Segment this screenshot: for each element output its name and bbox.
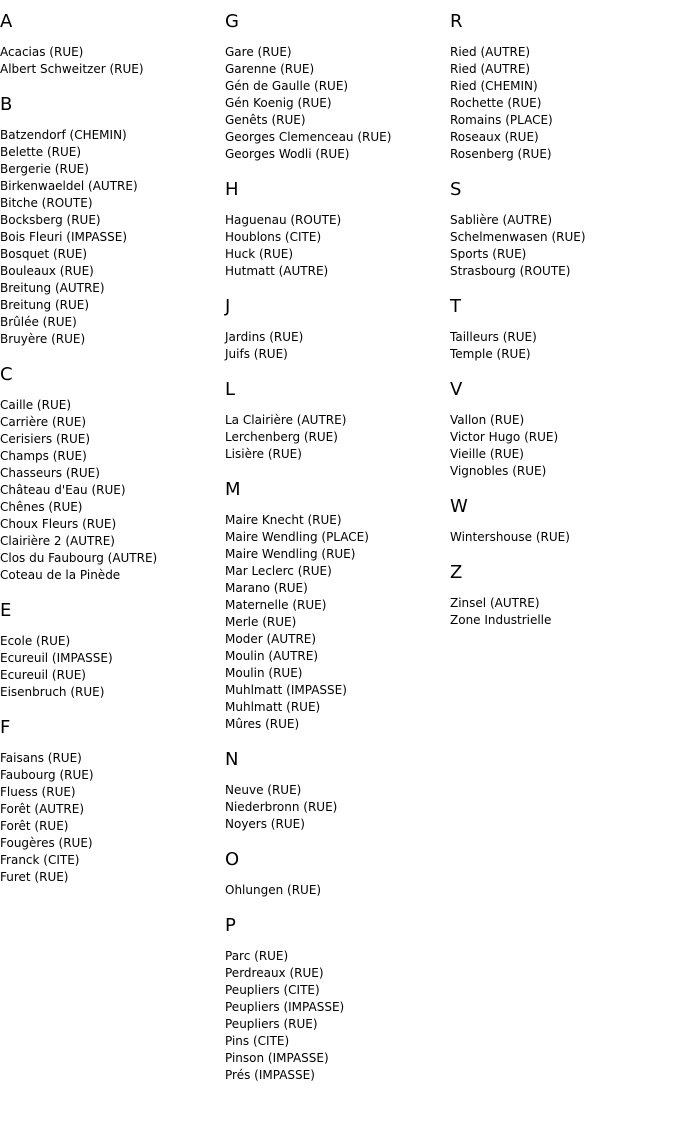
street-link[interactable]: Breitung (RUE) <box>0 298 90 312</box>
street-link[interactable]: Faisans (RUE) <box>0 751 82 765</box>
street-list <box>450 529 670 546</box>
street-link[interactable]: Zone Industrielle <box>450 613 552 627</box>
street-link[interactable]: Birkenwaeldel (AUTRE) <box>0 179 138 193</box>
street-link[interactable]: Batzendorf (CHEMIN) <box>0 128 127 142</box>
letter-heading: H <box>225 179 239 200</box>
street-link[interactable]: Noyers (RUE) <box>225 817 305 831</box>
street-link[interactable]: Bergerie (RUE) <box>0 162 89 176</box>
street-link[interactable]: Fluess (RUE) <box>0 785 76 799</box>
street-link[interactable]: Strasbourg (ROUTE) <box>450 264 571 278</box>
street-link[interactable]: Ecureuil (IMPASSE) <box>0 651 113 665</box>
street-link[interactable]: Lisière (RUE) <box>225 447 302 461</box>
street-link[interactable]: Roseaux (RUE) <box>450 130 539 144</box>
street-link[interactable]: Moulin (AUTRE) <box>225 649 318 663</box>
street-link[interactable]: Ecureuil (RUE) <box>0 668 86 682</box>
street-link[interactable]: Peupliers (CITE) <box>225 983 320 997</box>
street-list <box>0 44 220 78</box>
street-link[interactable]: Fougères (RUE) <box>0 836 93 850</box>
street-link[interactable]: Albert Schweitzer (RUE) <box>0 62 144 76</box>
street-link[interactable]: Rosenberg (RUE) <box>450 147 552 161</box>
street-list <box>225 512 445 733</box>
letter-heading: N <box>225 749 239 770</box>
street-link[interactable]: Sablière (AUTRE) <box>450 213 553 227</box>
letter-heading: F <box>0 717 11 738</box>
street-link[interactable]: Muhlmatt (RUE) <box>225 700 321 714</box>
street-link[interactable]: Clos du Faubourg (AUTRE) <box>0 551 158 565</box>
street-link[interactable]: Wintershouse (RUE) <box>450 530 570 544</box>
letter-heading: G <box>225 11 239 32</box>
street-link[interactable]: Chênes (RUE) <box>0 500 83 514</box>
street-link[interactable]: Bosquet (RUE) <box>0 247 88 261</box>
letter-heading: P <box>225 915 236 936</box>
street-link[interactable]: Muhlmatt (IMPASSE) <box>225 683 347 697</box>
street-link[interactable]: Bouleaux (RUE) <box>0 264 94 278</box>
street-list <box>0 127 220 348</box>
street-link[interactable]: Bois Fleuri (IMPASSE) <box>0 230 128 244</box>
street-link[interactable]: Bruyère (RUE) <box>0 332 86 346</box>
street-list <box>225 882 445 899</box>
street-link[interactable]: Peupliers (IMPASSE) <box>225 1000 345 1014</box>
letter-group-o <box>225 848 445 899</box>
street-link[interactable]: Moulin (RUE) <box>225 666 303 680</box>
street-link[interactable]: Moder (AUTRE) <box>225 632 317 646</box>
street-link[interactable]: Furet (RUE) <box>0 870 69 884</box>
street-link[interactable]: Romains (PLACE) <box>450 113 553 127</box>
letter-heading: J <box>225 296 231 317</box>
letter-group-l <box>225 378 445 463</box>
street-link[interactable]: Prés (IMPASSE) <box>225 1068 315 1082</box>
street-link[interactable]: Zinsel (AUTRE) <box>450 596 540 610</box>
letter-group-m <box>225 478 445 733</box>
letter-group-f <box>0 716 220 886</box>
street-link[interactable]: Hutmatt (AUTRE) <box>225 264 329 278</box>
letter-heading: V <box>450 379 463 400</box>
street-link[interactable]: Temple (RUE) <box>450 347 531 361</box>
street-link[interactable]: Maire Wendling (PLACE) <box>225 530 369 544</box>
street-list <box>450 212 670 280</box>
letter-heading: M <box>225 479 241 500</box>
street-link[interactable]: Garenne (RUE) <box>225 62 315 76</box>
street-link[interactable]: Franck (CITE) <box>0 853 80 867</box>
letter-heading: E <box>0 600 12 621</box>
street-link[interactable]: Mar Leclerc (RUE) <box>225 564 332 578</box>
street-list <box>450 44 670 163</box>
street-link[interactable]: Brûlée (RUE) <box>0 315 77 329</box>
street-link[interactable]: Lerchenberg (RUE) <box>225 430 338 444</box>
letter-heading: T <box>450 296 461 317</box>
street-list <box>0 397 220 584</box>
street-column-2 <box>225 10 445 1099</box>
street-link[interactable]: Gén de Gaulle (RUE) <box>225 79 349 93</box>
street-link[interactable]: Neuve (RUE) <box>225 783 302 797</box>
street-link[interactable]: Champs (RUE) <box>0 449 87 463</box>
street-link[interactable]: Coteau de la Pinède <box>0 568 121 582</box>
letter-heading: O <box>225 849 240 870</box>
letter-group-c <box>0 363 220 584</box>
street-link[interactable]: Niederbronn (RUE) <box>225 800 338 814</box>
street-link[interactable]: Vallon (RUE) <box>450 413 525 427</box>
street-link[interactable]: Marano (RUE) <box>225 581 308 595</box>
letter-group-r <box>450 10 670 163</box>
street-link[interactable]: Bocksberg (RUE) <box>0 213 101 227</box>
street-list <box>225 44 445 163</box>
street-link[interactable]: Rochette (RUE) <box>450 96 542 110</box>
street-link[interactable]: Pins (CITE) <box>225 1034 290 1048</box>
letter-group-v <box>450 378 670 480</box>
street-list <box>0 633 220 701</box>
street-link[interactable]: Vignobles (RUE) <box>450 464 547 478</box>
street-link[interactable]: Juifs (RUE) <box>225 347 288 361</box>
letter-group-t <box>450 295 670 363</box>
street-link[interactable]: Georges Clemenceau (RUE) <box>225 130 392 144</box>
street-link[interactable]: Chasseurs (RUE) <box>0 466 100 480</box>
street-link[interactable]: Château d'Eau (RUE) <box>0 483 126 497</box>
street-link[interactable]: Gén Koenig (RUE) <box>225 96 332 110</box>
street-list <box>225 212 445 280</box>
street-link[interactable]: Clairière 2 (AUTRE) <box>0 534 115 548</box>
street-list <box>225 948 445 1084</box>
street-link[interactable]: Acacias (RUE) <box>0 45 84 59</box>
letter-group-e <box>0 599 220 701</box>
street-list <box>0 750 220 886</box>
letter-group-h <box>225 178 445 280</box>
street-link[interactable]: Choux Fleurs (RUE) <box>0 517 117 531</box>
street-list <box>225 412 445 463</box>
street-link[interactable]: Victor Hugo (RUE) <box>450 430 559 444</box>
street-column-3 <box>450 10 670 644</box>
letter-heading: L <box>225 379 236 400</box>
letter-heading: Z <box>450 562 463 583</box>
street-link[interactable]: Houblons (CITE) <box>225 230 322 244</box>
street-link[interactable]: Ried (CHEMIN) <box>450 79 538 93</box>
letter-group-z <box>450 561 670 629</box>
street-link[interactable]: Forêt (AUTRE) <box>0 802 84 816</box>
letter-group-j <box>225 295 445 363</box>
street-link[interactable]: Parc (RUE) <box>225 949 289 963</box>
street-link[interactable]: Maternelle (RUE) <box>225 598 327 612</box>
street-link[interactable]: Peupliers (RUE) <box>225 1017 318 1031</box>
street-link[interactable]: Maire Wendling (RUE) <box>225 547 356 561</box>
street-column-1 <box>0 10 220 901</box>
street-link[interactable]: Georges Wodli (RUE) <box>225 147 350 161</box>
street-link[interactable]: Sports (RUE) <box>450 247 527 261</box>
letter-group-b <box>0 93 220 348</box>
letter-group-s <box>450 178 670 280</box>
street-link[interactable]: Belette (RUE) <box>0 145 82 159</box>
street-list <box>450 595 670 629</box>
street-link[interactable]: Forêt (RUE) <box>0 819 69 833</box>
street-link[interactable]: Haguenau (ROUTE) <box>225 213 342 227</box>
letter-heading: R <box>450 11 463 32</box>
street-link[interactable]: Ohlungen (RUE) <box>225 883 322 897</box>
letter-heading: A <box>0 11 13 32</box>
street-link[interactable]: Breitung (AUTRE) <box>0 281 105 295</box>
street-link[interactable]: Perdreaux (RUE) <box>225 966 324 980</box>
letter-heading: S <box>450 179 462 200</box>
street-list <box>225 329 445 363</box>
street-link[interactable]: Huck (RUE) <box>225 247 294 261</box>
street-link[interactable]: Mûres (RUE) <box>225 717 300 731</box>
letter-group-p <box>225 914 445 1084</box>
street-link[interactable]: Tailleurs (RUE) <box>450 330 537 344</box>
street-list <box>225 782 445 833</box>
street-link[interactable]: Genêts (RUE) <box>225 113 306 127</box>
street-list <box>450 329 670 363</box>
letter-heading: C <box>0 364 13 385</box>
street-link[interactable]: Merle (RUE) <box>225 615 297 629</box>
letter-group-w <box>450 495 670 546</box>
street-link[interactable]: Ried (AUTRE) <box>450 45 531 59</box>
street-link[interactable]: Cerisiers (RUE) <box>0 432 91 446</box>
street-link[interactable]: Schelmenwasen (RUE) <box>450 230 586 244</box>
letter-group-a <box>0 10 220 78</box>
letter-group-n <box>225 748 445 833</box>
street-link[interactable]: La Clairière (AUTRE) <box>225 413 347 427</box>
street-link[interactable]: Jardins (RUE) <box>225 330 304 344</box>
street-link[interactable]: Ried (AUTRE) <box>450 62 531 76</box>
street-link[interactable]: Eisenbruch (RUE) <box>0 685 105 699</box>
street-link[interactable]: Carrière (RUE) <box>0 415 87 429</box>
street-link[interactable]: Pinson (IMPASSE) <box>225 1051 329 1065</box>
street-link[interactable]: Gare (RUE) <box>225 45 292 59</box>
street-list <box>450 412 670 480</box>
street-link[interactable]: Bitche (ROUTE) <box>0 196 93 210</box>
street-link[interactable]: Maire Knecht (RUE) <box>225 513 342 527</box>
street-link[interactable]: Caille (RUE) <box>0 398 71 412</box>
street-link[interactable]: Faubourg (RUE) <box>0 768 94 782</box>
letter-group-g <box>225 10 445 163</box>
letter-heading: B <box>0 94 13 115</box>
street-link[interactable]: Vieille (RUE) <box>450 447 524 461</box>
street-link[interactable]: Ecole (RUE) <box>0 634 71 648</box>
letter-heading: W <box>450 496 468 517</box>
